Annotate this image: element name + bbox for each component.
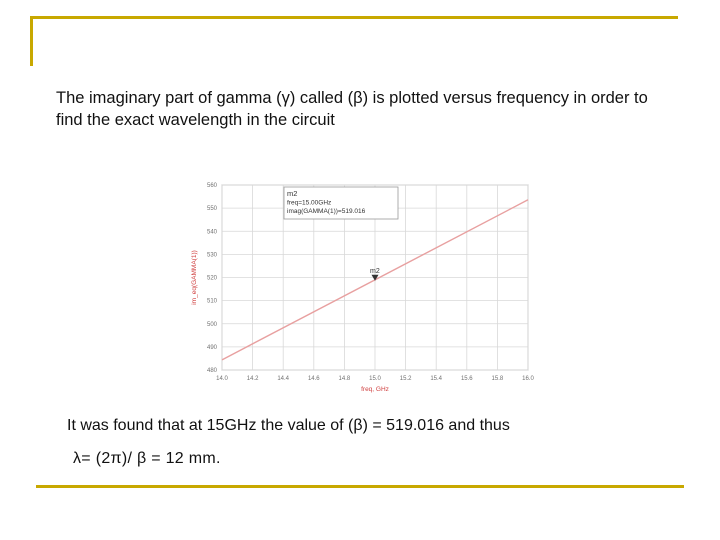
- x-tick-label: 14.0: [216, 376, 228, 382]
- y-tick-label: 540: [206, 229, 217, 236]
- x-tick-label: 15.4: [430, 376, 443, 382]
- chart-svg: [180, 170, 540, 400]
- y-tick-label: 550: [206, 206, 217, 213]
- slide-text: The imaginary part of gamma (γ) called (β) is plotted versus frequency in order to find the exact wavelength in the circuit: [56, 89, 648, 129]
- y-tick-label: 520: [206, 275, 217, 282]
- x-tick-label: 14.6: [307, 376, 320, 382]
- wavelength-text: λ= (2π)/ β = 12 mm.: [73, 450, 221, 467]
- beta-frequency-chart: [180, 170, 540, 400]
- y-tick-label: 510: [206, 298, 217, 305]
- result-text: It was found that at 15GHz the value of (β) = 519.016 and thus: [67, 417, 510, 434]
- y-tick-label: 530: [206, 252, 217, 259]
- y-tick-label: 500: [206, 321, 217, 328]
- marker-readout-line: imag(GAMMA(1))=519.016: [287, 208, 366, 215]
- x-tick-label: 14.8: [338, 376, 351, 382]
- bottom-accent-bar: [36, 485, 684, 488]
- marker-label: m2: [370, 267, 380, 275]
- y-axis-label: im_eq(GAMMA(1)): [191, 250, 198, 305]
- marker-readout-line: freq=15.00GHz: [287, 199, 332, 207]
- left-accent-bar: [30, 16, 33, 66]
- x-tick-label: 15.6: [460, 376, 473, 382]
- x-tick-label: 15.2: [399, 376, 412, 382]
- x-tick-label: 15.0: [369, 376, 381, 382]
- y-tick-label: 480: [206, 368, 217, 374]
- x-axis-label: freq, GHz: [361, 386, 389, 393]
- marker-readout-line: m2: [287, 189, 298, 198]
- y-tick-label: 490: [206, 344, 217, 351]
- x-tick-label: 14.4: [277, 376, 290, 382]
- x-tick-label: 14.2: [246, 376, 259, 382]
- x-tick-label: 15.8: [491, 376, 504, 382]
- x-tick-label: 16.0: [522, 376, 534, 382]
- y-tick-label: 560: [206, 183, 217, 189]
- top-accent-bar: [30, 16, 678, 19]
